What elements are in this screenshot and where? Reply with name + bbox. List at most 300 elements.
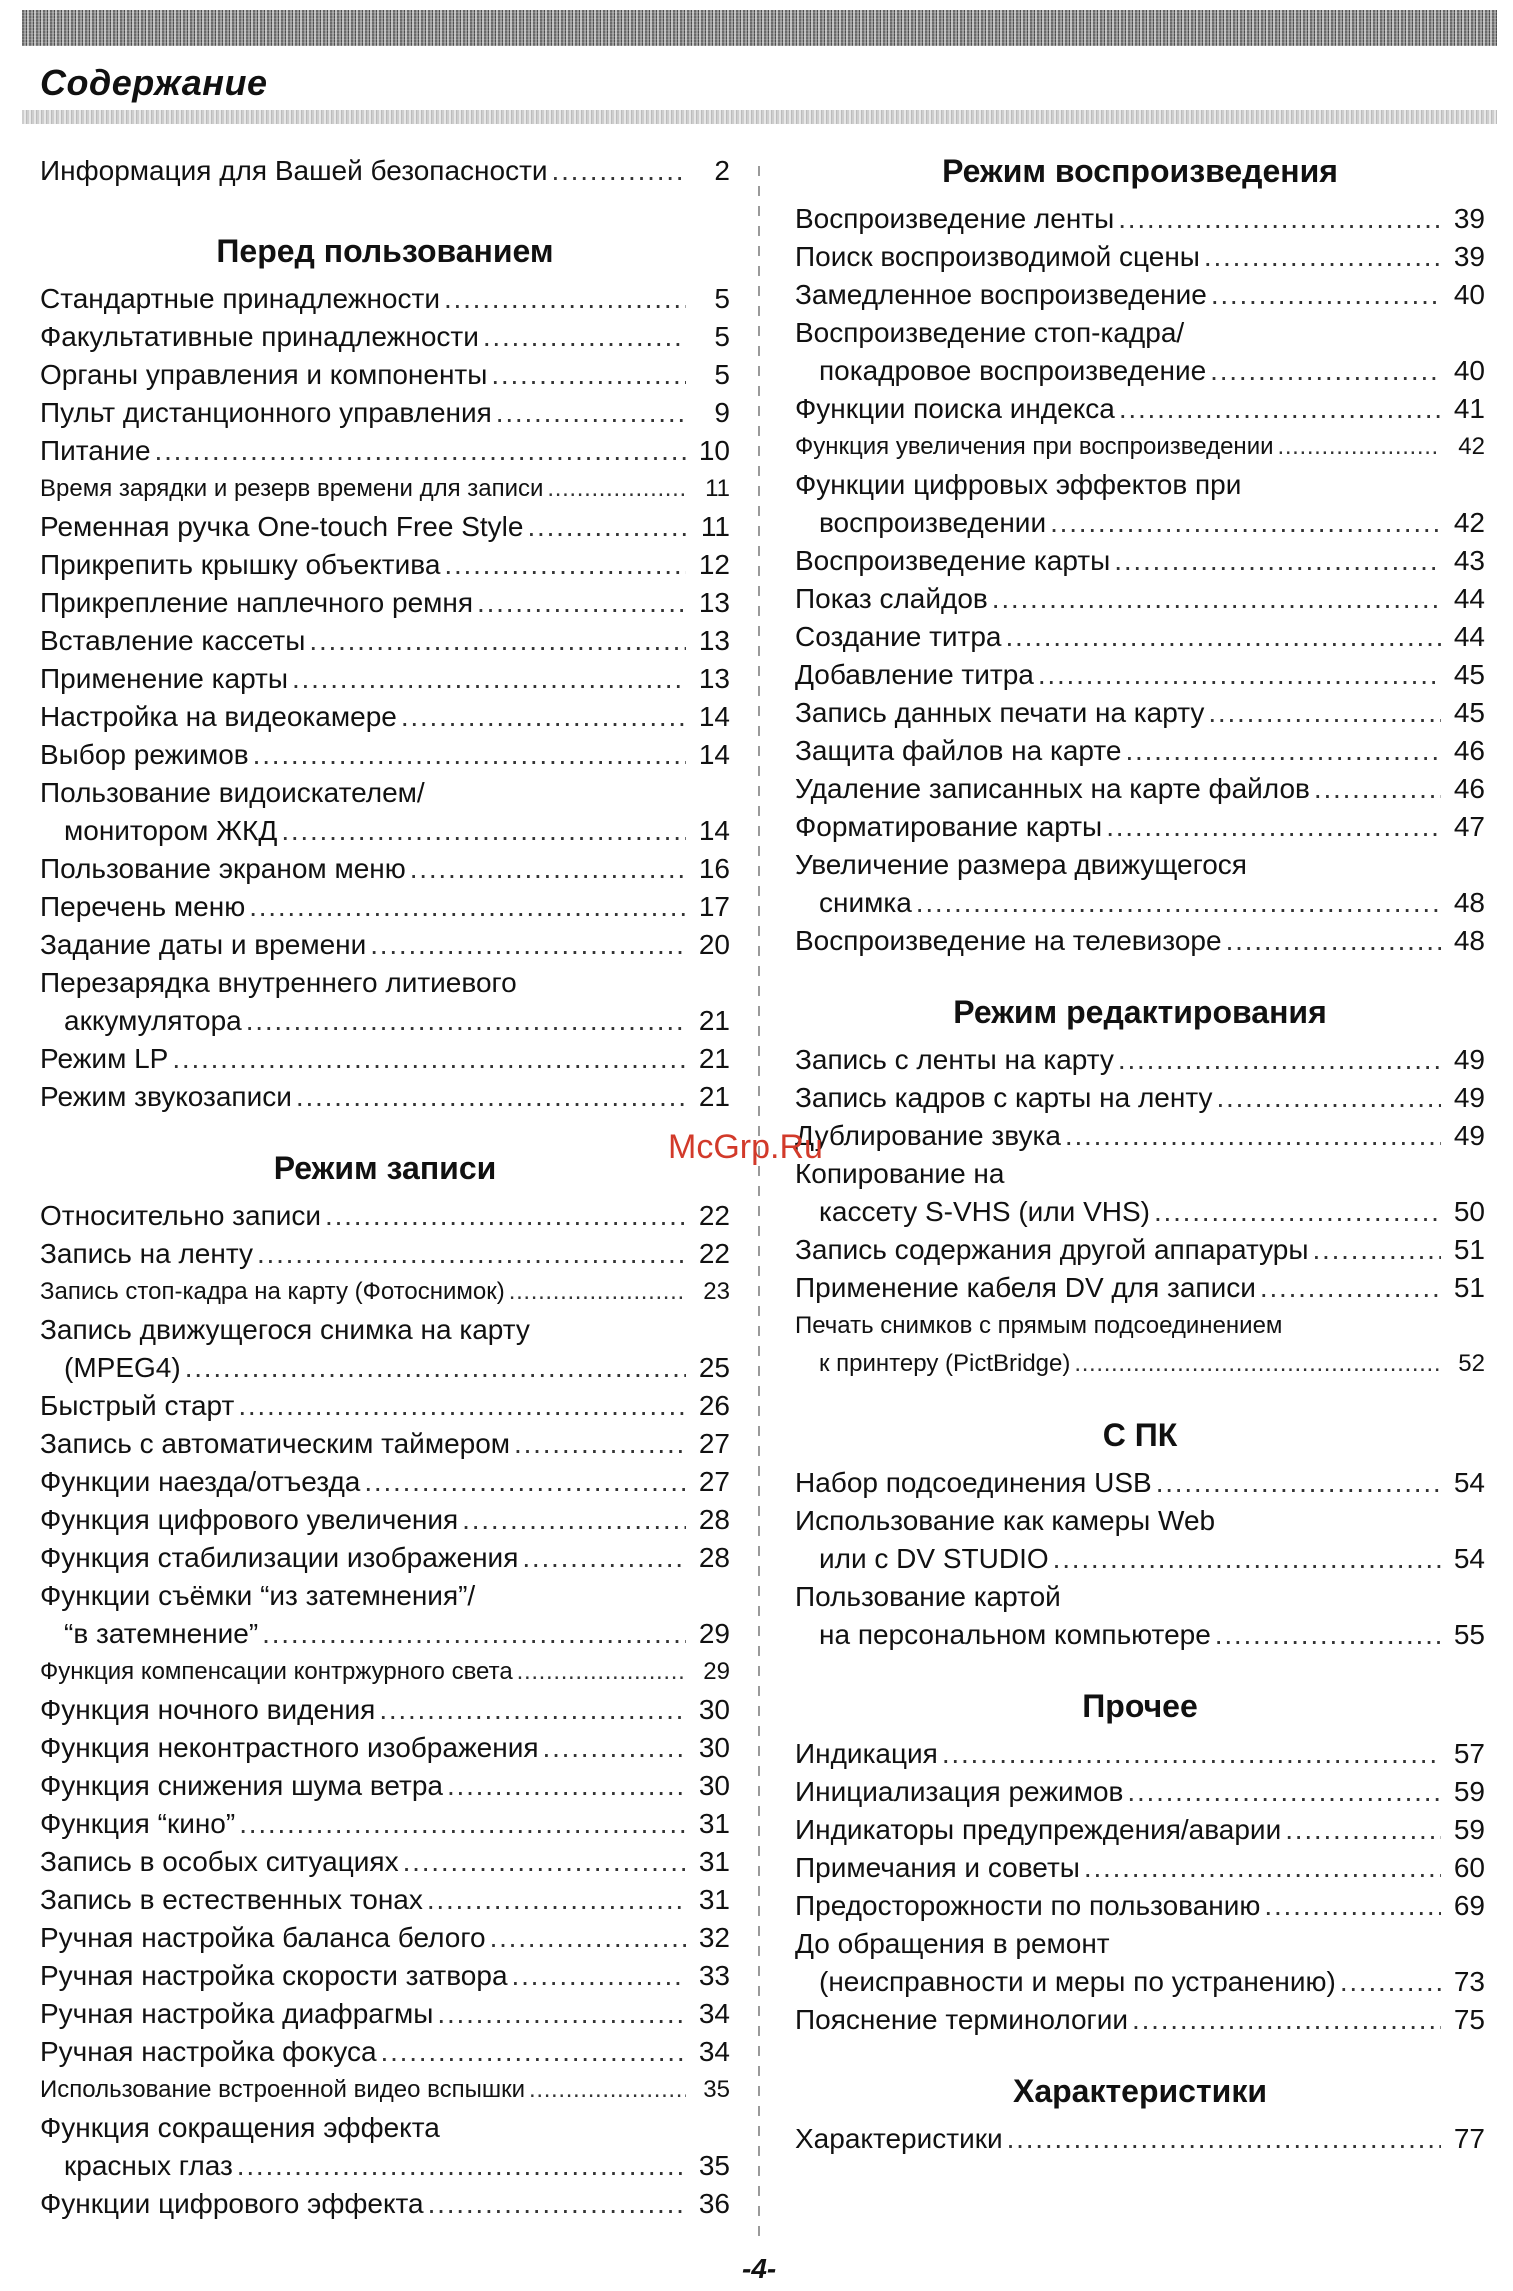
- toc-entry[interactable]: [795, 2120, 1485, 2158]
- toc-page-number: 34: [698, 1998, 730, 2029]
- toc-entry-label: Применение кабеля DV для записи: [795, 1272, 1256, 1303]
- toc-page-number: 26: [698, 1390, 730, 1421]
- dot-leader: [916, 884, 1441, 922]
- toc-page-number: 31: [698, 1846, 730, 1877]
- toc-entry[interactable]: [795, 1464, 1485, 1502]
- dot-leader: [1114, 542, 1441, 580]
- toc-entry[interactable]: [40, 546, 730, 584]
- toc-entry[interactable]: [40, 470, 730, 508]
- toc-entry-label: Пользование экраном меню: [40, 853, 406, 884]
- dot-leader: [410, 850, 686, 888]
- dot-leader: [527, 508, 686, 546]
- toc-entry[interactable]: [40, 1805, 730, 1843]
- toc-entry[interactable]: [40, 584, 730, 622]
- dot-leader: [249, 888, 686, 926]
- dot-leader: [447, 1767, 686, 1805]
- dot-leader: [1053, 1540, 1441, 1578]
- toc-page-number: 44: [1453, 583, 1485, 614]
- toc-entry-label: Запись с ленты на карту: [795, 1044, 1114, 1075]
- toc-page-number: 69: [1453, 1890, 1485, 1921]
- toc-entry-label: Форматирование карты: [795, 811, 1103, 842]
- toc-entry-label: Факультативные принадлежности: [40, 321, 479, 352]
- section-heading: Режим воспроизведения: [942, 153, 1338, 189]
- toc-entry-label: аккумулятора: [64, 1005, 242, 1036]
- toc-entry[interactable]: [795, 390, 1485, 428]
- dot-leader: [1278, 428, 1442, 466]
- toc-entry-label: Перезарядка внутреннего литиевого: [40, 967, 517, 998]
- dot-leader: [1119, 390, 1441, 428]
- toc-page-number: 29: [703, 1658, 730, 1685]
- toc-entry-label: Дублирование звука: [795, 1120, 1061, 1151]
- section-spacer: [40, 190, 730, 232]
- toc-page-number: 40: [1453, 279, 1485, 310]
- dot-leader: [1312, 1231, 1441, 1269]
- toc-entry-label: Функция цифрового увеличения: [40, 1504, 459, 1535]
- toc-entry-label: Замедленное воспроизведение: [795, 279, 1207, 310]
- toc-page-number: 42: [1458, 433, 1485, 460]
- toc-page-number: 60: [1453, 1852, 1485, 1883]
- toc-entry[interactable]: [40, 1843, 730, 1881]
- dot-leader: [1260, 1269, 1441, 1307]
- toc-entry-label: Ручная настройка скорости затвора: [40, 1960, 508, 1991]
- toc-entry[interactable]: [795, 1307, 1485, 1383]
- dot-leader: [942, 1735, 1441, 1773]
- toc-entry[interactable]: [40, 1957, 730, 1995]
- toc-entry-label: Пульт дистанционного управления: [40, 397, 492, 428]
- dot-leader: [1118, 1041, 1441, 1079]
- toc-entry-label: Показ слайдов: [795, 583, 988, 614]
- toc-entry[interactable]: [40, 622, 730, 660]
- toc-entry-label: Функции съёмки “из затемнения”/: [40, 1580, 476, 1611]
- toc-entry-label: Быстрый старт: [40, 1390, 235, 1421]
- toc-page-number: 75: [1453, 2004, 1485, 2035]
- toc-page-number: 16: [698, 853, 730, 884]
- toc-entry[interactable]: [795, 922, 1485, 960]
- toc-page-number: 21: [698, 1043, 730, 1074]
- dot-leader: [1125, 732, 1441, 770]
- toc-page-number: 23: [703, 1278, 730, 1305]
- toc-page-number: 46: [1453, 735, 1485, 766]
- toc-entry[interactable]: [795, 314, 1485, 390]
- toc-entry-label: Воспроизведение карты: [795, 545, 1111, 576]
- toc-entry-label: (MPEG4): [64, 1352, 181, 1383]
- toc-page-number: 43: [1453, 545, 1485, 576]
- toc-page-number: 49: [1453, 1082, 1485, 1113]
- toc-entry-label: Органы управления и компоненты: [40, 359, 488, 390]
- dot-leader: [1118, 200, 1441, 238]
- toc-entry[interactable]: [795, 1269, 1485, 1307]
- toc-entry[interactable]: [40, 1919, 730, 1957]
- dot-leader: [185, 1349, 686, 1387]
- toc-entry-label: Выбор режимов: [40, 739, 249, 770]
- toc-entry[interactable]: [795, 1231, 1485, 1269]
- toc-entry[interactable]: [40, 1653, 730, 1691]
- toc-entry-label: Перечень меню: [40, 891, 246, 922]
- section-heading: Режим редактирования: [953, 994, 1327, 1030]
- toc-page-number: 49: [1453, 1044, 1485, 1075]
- toc-entry-label: монитором ЖКД: [64, 815, 278, 846]
- dot-leader: [1204, 238, 1441, 276]
- toc-page-number: 47: [1453, 811, 1485, 842]
- toc-entry[interactable]: [40, 1881, 730, 1919]
- dot-leader: [292, 660, 686, 698]
- toc-entry-label: Воспроизведение на телевизоре: [795, 925, 1222, 956]
- dot-leader: [1084, 1849, 1441, 1887]
- dot-leader: [364, 1463, 686, 1501]
- toc-page-number: 33: [698, 1960, 730, 1991]
- toc-entry[interactable]: [40, 1235, 730, 1273]
- toc-entry-label: красных глаз: [64, 2150, 233, 2181]
- toc-entry[interactable]: [40, 2185, 730, 2223]
- toc-entry-label: Создание титра: [795, 621, 1002, 652]
- toc-entry-label: Функция стабилизации изображения: [40, 1542, 519, 1573]
- toc-entry-label: Воспроизведение стоп-кадра/: [795, 317, 1185, 348]
- section-heading: Перед пользованием: [216, 233, 554, 269]
- toc-page-number: 59: [1453, 1814, 1485, 1845]
- toc-entry-label: Функция “кино”: [40, 1808, 236, 1839]
- dot-leader: [514, 1425, 686, 1463]
- toc-entry[interactable]: [795, 1117, 1485, 1155]
- section-heading: Режим записи: [273, 1150, 497, 1186]
- toc-entry[interactable]: [40, 394, 730, 432]
- toc-entry-label: Функция сокращения эффекта: [40, 2112, 440, 2143]
- toc-entry-label: Настройка на видеокамере: [40, 701, 397, 732]
- dot-leader: [1264, 1887, 1441, 1925]
- toc-entry[interactable]: [795, 1887, 1485, 1925]
- toc-entry[interactable]: [795, 276, 1485, 314]
- toc-page-number: 41: [1453, 393, 1485, 424]
- watermark-text: McGrp.Ru: [668, 1128, 823, 1166]
- dot-leader: [517, 1653, 686, 1691]
- right-column: [795, 152, 1485, 2158]
- toc-entry-label: воспроизведении: [819, 507, 1047, 538]
- toc-page-number: 2: [714, 155, 730, 186]
- toc-entry[interactable]: [40, 356, 730, 394]
- toc-entry[interactable]: [40, 1691, 730, 1729]
- toc-page-number: 30: [698, 1770, 730, 1801]
- dot-leader: [547, 470, 686, 508]
- toc-page-number: 21: [698, 1081, 730, 1112]
- toc-entry-label: Удаление записанных на карте файлов: [795, 773, 1310, 804]
- toc-page-number: 36: [698, 2188, 730, 2219]
- toc-entry-label: Информация для Вашей безопасности: [40, 155, 548, 186]
- toc-page-number: 5: [714, 321, 730, 352]
- toc-entry-label: Характеристики: [795, 2123, 1003, 2154]
- dot-leader: [1156, 1464, 1441, 1502]
- toc-entry[interactable]: [795, 542, 1485, 580]
- toc-page-number: 29: [698, 1618, 730, 1649]
- toc-entry[interactable]: [40, 1767, 730, 1805]
- toc-page-number: 11: [700, 511, 730, 542]
- toc-entry[interactable]: [40, 926, 730, 964]
- dot-leader: [1074, 1345, 1441, 1383]
- toc-entry[interactable]: [795, 732, 1485, 770]
- toc-entry-label: Защита файлов на карте: [795, 735, 1122, 766]
- toc-entry[interactable]: [40, 1539, 730, 1577]
- toc-page-number: 12: [698, 549, 730, 580]
- header-texture-band: [22, 10, 1497, 46]
- dot-leader: [543, 1729, 686, 1767]
- toc-page-number: 28: [698, 1504, 730, 1535]
- toc-entry-label: Функции цифрового эффекта: [40, 2188, 424, 2219]
- toc-entry-label: Ручная настройка диафрагмы: [40, 1998, 434, 2029]
- toc-entry[interactable]: [795, 200, 1485, 238]
- toc-entry-label: Запись в естественных тонах: [40, 1884, 423, 1915]
- dot-leader: [427, 1881, 686, 1919]
- toc-entry-label: Пользование картой: [795, 1581, 1061, 1612]
- toc-page-number: 13: [698, 587, 730, 618]
- toc-entry[interactable]: [795, 2001, 1485, 2039]
- toc-page-number: 30: [698, 1732, 730, 1763]
- toc-page-number: 39: [1453, 203, 1485, 234]
- toc-page-number: 27: [698, 1466, 730, 1497]
- toc-entry[interactable]: [40, 1273, 730, 1311]
- toc-entry-label: Режим LP: [40, 1043, 169, 1074]
- toc-entry-label: Набор подсоединения USB: [795, 1467, 1152, 1498]
- toc-entry-label: Копирование на: [795, 1158, 1005, 1189]
- toc-entry[interactable]: [795, 1811, 1485, 1849]
- toc-page-number: 22: [698, 1200, 730, 1231]
- toc-page-number: 52: [1458, 1350, 1485, 1377]
- toc-entry-label: “в затемнение”: [64, 1618, 259, 1649]
- toc-entry[interactable]: [40, 660, 730, 698]
- toc-page-number: 27: [698, 1428, 730, 1459]
- toc-entry-label: Инициализация режимов: [795, 1776, 1124, 1807]
- dot-leader: [522, 1539, 686, 1577]
- toc-entry-label: покадровое воспроизведение: [819, 355, 1207, 386]
- toc-entry-label: Функция неконтрастного изображения: [40, 1732, 539, 1763]
- toc-entry[interactable]: [795, 238, 1485, 276]
- toc-page-number: 39: [1453, 241, 1485, 272]
- toc-entry[interactable]: [40, 888, 730, 926]
- dot-leader: [155, 432, 686, 470]
- dot-leader: [1050, 504, 1441, 542]
- toc-page-number: 49: [1453, 1120, 1485, 1151]
- toc-page-number: 51: [1453, 1234, 1485, 1265]
- dot-leader: [552, 152, 686, 190]
- dot-leader: [462, 1501, 686, 1539]
- toc-entry[interactable]: [795, 618, 1485, 656]
- toc-page-number: 32: [698, 1922, 730, 1953]
- dot-leader: [237, 2147, 686, 2185]
- toc-page-number: 11: [705, 475, 730, 502]
- toc-page-number: 9: [714, 397, 730, 428]
- toc-entry[interactable]: [795, 1849, 1485, 1887]
- toc-entry-label: Пользование видоискателем/: [40, 777, 425, 808]
- toc-entry-label: Запись движущегося снимка на карту: [40, 1314, 530, 1345]
- dot-leader: [257, 1235, 686, 1273]
- toc-page-number: 73: [1453, 1966, 1485, 1997]
- toc-page-number: 10: [698, 435, 730, 466]
- toc-entry[interactable]: [795, 770, 1485, 808]
- toc-page-number: 77: [1453, 2123, 1485, 2154]
- toc-entry[interactable]: [40, 1729, 730, 1767]
- toc-page-number: 21: [698, 1005, 730, 1036]
- toc-entry[interactable]: [40, 964, 730, 1040]
- toc-entry[interactable]: [40, 1425, 730, 1463]
- dot-leader: [1154, 1193, 1441, 1231]
- dot-leader: [1226, 922, 1441, 960]
- toc-page-number: 31: [698, 1808, 730, 1839]
- toc-entry[interactable]: [40, 2109, 730, 2185]
- toc-page-number: 20: [698, 929, 730, 960]
- toc-entry-label: Запись кадров с карты на ленту: [795, 1082, 1213, 1113]
- section-heading: Характеристики: [1012, 2073, 1267, 2109]
- toc-entry[interactable]: [795, 1925, 1485, 2001]
- toc-entry[interactable]: [795, 466, 1485, 542]
- toc-entry-label: Функция увеличения при воспроизведении: [795, 433, 1274, 460]
- toc-page-number: 45: [1453, 697, 1485, 728]
- toc-entry-label: Запись с автоматическим таймером: [40, 1428, 511, 1459]
- toc-entry-label: Использование встроенной видео вспышки: [40, 2076, 526, 2103]
- dot-leader: [262, 1615, 686, 1653]
- toc-entry-label: кассету S-VHS (или VHS): [819, 1196, 1150, 1227]
- toc-entry-label: Индикация: [795, 1738, 938, 1769]
- toc-entry-label: Запись содержания другой аппаратуры: [795, 1234, 1309, 1265]
- toc-entry[interactable]: [40, 850, 730, 888]
- toc-entry-label: Ручная настройка фокуса: [40, 2036, 377, 2067]
- toc-entry-label: Ременная ручка One-touch Free Style: [40, 511, 524, 542]
- dot-leader: [281, 812, 686, 850]
- toc-entry-label: Прикрепление наплечного ремня: [40, 587, 474, 618]
- dot-leader: [483, 318, 686, 356]
- toc-entry[interactable]: [40, 1501, 730, 1539]
- toc-page-number: 55: [1453, 1619, 1485, 1650]
- dot-leader: [1007, 2120, 1441, 2158]
- toc-page-number: 25: [698, 1352, 730, 1383]
- toc-page-number: 14: [698, 815, 730, 846]
- toc-entry[interactable]: [795, 656, 1485, 694]
- dot-leader: [1216, 1079, 1441, 1117]
- toc-entry-label: Запись в особых ситуациях: [40, 1846, 399, 1877]
- dot-leader: [428, 2185, 686, 2223]
- toc-page-number: 59: [1453, 1776, 1485, 1807]
- toc-entry[interactable]: [795, 1079, 1485, 1117]
- toc-entry-label: Питание: [40, 435, 151, 466]
- dot-leader: [444, 546, 686, 584]
- toc-entry[interactable]: [40, 1387, 730, 1425]
- toc-page-number: 40: [1453, 355, 1485, 386]
- title-rule: [22, 110, 1497, 124]
- toc-entry-label: Добавление титра: [795, 659, 1034, 690]
- toc-entry-label: Ручная настройка баланса белого: [40, 1922, 486, 1953]
- toc-entry[interactable]: [40, 2071, 730, 2109]
- toc-entry-label: Поиск воспроизводимой сцены: [795, 241, 1200, 272]
- toc-entry[interactable]: [40, 280, 730, 318]
- toc-entry[interactable]: [795, 1041, 1485, 1079]
- toc-entry[interactable]: [40, 1463, 730, 1501]
- toc-page-number: 5: [714, 359, 730, 390]
- toc-entry[interactable]: [795, 808, 1485, 846]
- toc-entry[interactable]: [795, 1155, 1485, 1231]
- toc-entry[interactable]: [40, 774, 730, 850]
- dot-leader: [370, 926, 686, 964]
- dot-leader: [444, 280, 686, 318]
- toc-entry[interactable]: [795, 1735, 1485, 1773]
- toc-entry-label: Функция ночного видения: [40, 1694, 376, 1725]
- toc-entry-label: Функция снижения шума ветра: [40, 1770, 443, 1801]
- toc-page-number: 51: [1453, 1272, 1485, 1303]
- toc-entry[interactable]: [40, 2033, 730, 2071]
- dot-leader: [1065, 1117, 1441, 1155]
- toc-entry[interactable]: [795, 1773, 1485, 1811]
- toc-entry-label: Режим звукозаписи: [40, 1081, 292, 1112]
- dot-leader: [325, 1197, 686, 1235]
- dot-leader: [239, 1805, 686, 1843]
- toc-entry[interactable]: [795, 580, 1485, 618]
- toc-entry[interactable]: [40, 432, 730, 470]
- toc-entry[interactable]: [795, 1502, 1485, 1578]
- toc-page-number: 31: [698, 1884, 730, 1915]
- toc-entry[interactable]: [40, 318, 730, 356]
- toc-page-number: 46: [1453, 773, 1485, 804]
- dot-leader: [490, 1919, 686, 1957]
- toc-entry[interactable]: [40, 1311, 730, 1387]
- dot-leader: [253, 736, 686, 774]
- section-heading: С ПК: [1102, 1417, 1178, 1453]
- toc-entry-label: Относительно записи: [40, 1200, 322, 1231]
- toc-entry[interactable]: [40, 1078, 730, 1116]
- dot-leader: [1106, 808, 1441, 846]
- toc-page-number: 17: [698, 891, 730, 922]
- toc-entry-label: Прикрепить крышку объектива: [40, 549, 441, 580]
- page-number: -4-: [742, 2253, 777, 2284]
- dot-leader: [1208, 694, 1441, 732]
- toc-entry[interactable]: [40, 1995, 730, 2033]
- page-title: Содержание: [40, 62, 268, 103]
- toc-entry-label: на персональном компьютере: [819, 1619, 1211, 1650]
- toc-entry[interactable]: [40, 1040, 730, 1078]
- dot-leader: [1127, 1773, 1441, 1811]
- dot-leader: [1314, 770, 1441, 808]
- toc-page-number: 44: [1453, 621, 1485, 652]
- toc-entry-label: Функции поиска индекса: [795, 393, 1115, 424]
- toc-page-number: 5: [714, 283, 730, 314]
- toc-page-number: 54: [1453, 1467, 1485, 1498]
- dot-leader: [1006, 618, 1442, 656]
- toc-entry-label: До обращения в ремонт: [795, 1928, 1110, 1959]
- toc-entry-label: Использование как камеры Web: [795, 1505, 1216, 1536]
- toc-entry[interactable]: [40, 1197, 730, 1235]
- toc-entry-label: Функции наезда/отъезда: [40, 1466, 361, 1497]
- toc-entry[interactable]: [40, 736, 730, 774]
- toc-entry[interactable]: [795, 428, 1485, 466]
- toc-entry[interactable]: [795, 1578, 1485, 1654]
- dot-leader: [512, 1957, 686, 1995]
- dot-leader: [379, 1691, 686, 1729]
- dot-leader: [309, 622, 686, 660]
- toc-entry[interactable]: [40, 508, 730, 546]
- toc-page-number: 14: [698, 701, 730, 732]
- dot-leader: [491, 356, 686, 394]
- toc-entry-label: Стандартные принадлежности: [40, 283, 440, 314]
- toc-entry[interactable]: [40, 1577, 730, 1653]
- toc-entry-label: снимка: [819, 887, 912, 918]
- section-heading: Прочее: [1082, 1688, 1198, 1724]
- dot-leader: [992, 580, 1441, 618]
- dot-leader: [529, 2071, 686, 2109]
- dot-leader: [401, 698, 686, 736]
- toc-intro-entry[interactable]: [40, 152, 730, 190]
- toc-entry[interactable]: [40, 698, 730, 736]
- toc-entry-label: или с DV STUDIO: [819, 1543, 1049, 1574]
- toc-entry-label: Запись на ленту: [40, 1238, 253, 1269]
- toc-page-number: 28: [698, 1542, 730, 1573]
- toc-entry[interactable]: [795, 694, 1485, 732]
- dot-leader: [381, 2033, 686, 2071]
- toc-entry-label: Предосторожности по пользованию: [795, 1890, 1261, 1921]
- toc-entry[interactable]: [795, 846, 1485, 922]
